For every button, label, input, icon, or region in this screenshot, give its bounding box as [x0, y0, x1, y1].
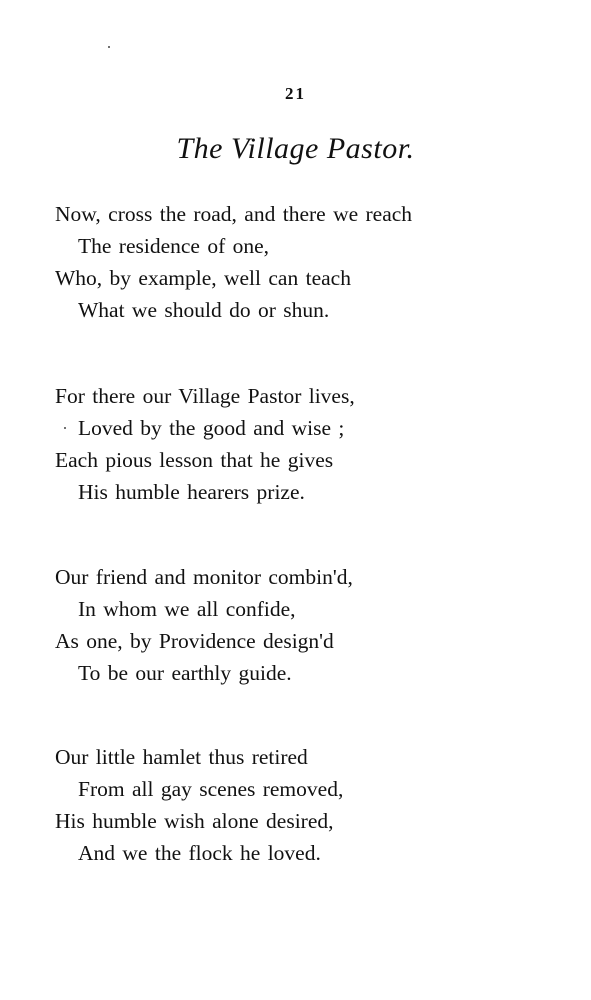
poem-line: Now, cross the road, and there we reach: [55, 202, 413, 226]
poem-line: And we the flock he loved.: [78, 841, 321, 865]
print-speck: [108, 46, 110, 48]
poem-line: His humble wish alone desired,: [55, 809, 334, 833]
poem-title: The Village Pastor.: [176, 132, 415, 165]
poem-line: What we should do or shun.: [78, 298, 330, 322]
poem-line: Our little hamlet thus retired: [55, 745, 308, 769]
poem-line: Loved by the good and wise ;: [78, 416, 345, 440]
poem-line: As one, by Providence design'd: [55, 629, 334, 653]
poem-line: His humble hearers prize.: [78, 480, 305, 504]
poem-line: In whom we all confide,: [78, 597, 296, 621]
poem-line: From all gay scenes removed,: [78, 777, 344, 801]
page-number: 21: [285, 84, 306, 103]
poem-line: The residence of one,: [78, 234, 270, 258]
print-speck: [64, 427, 66, 429]
poem-line: Our friend and monitor combin'd,: [55, 565, 353, 589]
poem-line: Each pious lesson that he gives: [55, 448, 334, 472]
poem-line: To be our earthly guide.: [78, 661, 292, 685]
poem-line: For there our Village Pastor lives,: [55, 384, 355, 408]
poem-line: Who, by example, well can teach: [55, 266, 351, 290]
